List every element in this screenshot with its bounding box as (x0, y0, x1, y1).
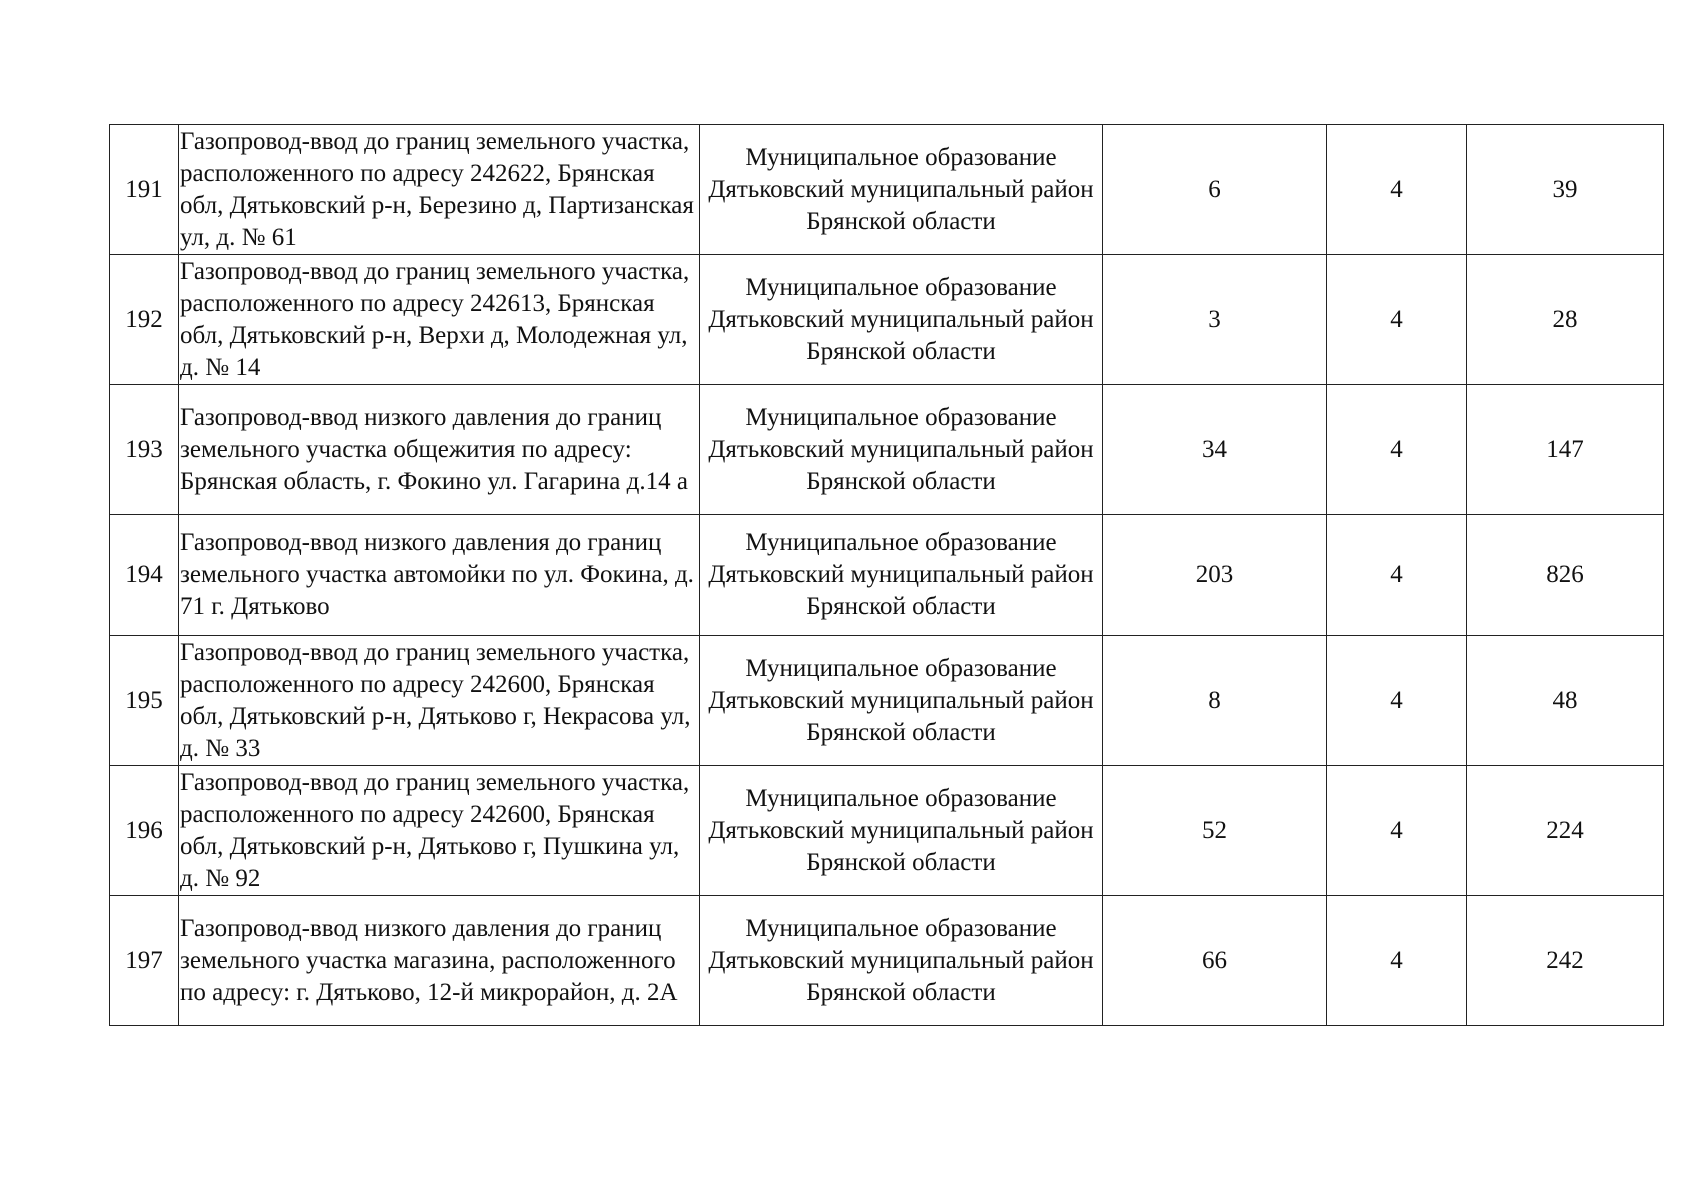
owner-cell (700, 766, 1103, 896)
object-name-text: Газопровод-ввод низкого давления до границ земельного участка магазина, расположенного по адресу: г. Дятьково, 12-й микрорайон, д. 2А (180, 914, 678, 1006)
row-number-cell: 197 (110, 896, 179, 1026)
object-name-cell (179, 766, 700, 896)
object-name-text: Газопровод-ввод до границ земельного участка, расположенного по адресу 242600, Брянская обл, Дятьковский р-н, Дятьково г, Пушкина ул, д. № 92 (180, 768, 690, 892)
value-c-cell: 242 (1467, 896, 1664, 1026)
owner-text: Муниципальное образование Дятьковский муниципальный район Брянской области (708, 914, 1094, 1006)
object-name-cell (179, 385, 700, 515)
value-c-cell: 224 (1467, 766, 1664, 896)
object-name-text: Газопровод-ввод низкого давления до границ земельного участка автомойки по ул. Фокина, д. 71 г. Дятьково (180, 529, 694, 620)
value-c-cell: 147 (1467, 385, 1664, 515)
owner-text: Муниципальное образование Дятьковский муниципальный район Брянской области (708, 529, 1094, 620)
owner-cell (700, 125, 1103, 255)
owner-cell (700, 896, 1103, 1026)
row-number-cell: 195 (110, 636, 179, 766)
value-c-cell: 48 (1467, 636, 1664, 766)
value-c-cell: 39 (1467, 125, 1664, 255)
table-row (110, 636, 1664, 766)
value-b-cell: 4 (1327, 636, 1467, 766)
value-a-cell: 52 (1103, 766, 1327, 896)
value-b-cell: 4 (1327, 766, 1467, 896)
table-body (110, 125, 1664, 1026)
value-b-cell: 4 (1327, 515, 1467, 636)
table-row (110, 515, 1664, 636)
object-name-cell (179, 896, 700, 1026)
owner-cell (700, 636, 1103, 766)
owner-text: Муниципальное образование Дятьковский муниципальный район Брянской области (708, 403, 1094, 495)
value-a-cell: 66 (1103, 896, 1327, 1026)
table-row (110, 766, 1664, 896)
value-a-cell: 8 (1103, 636, 1327, 766)
row-number-cell: 192 (110, 255, 179, 385)
object-name-cell (179, 255, 700, 385)
value-b-cell: 4 (1327, 385, 1467, 515)
row-number-cell: 193 (110, 385, 179, 515)
value-a-cell: 3 (1103, 255, 1327, 385)
value-a-cell: 203 (1103, 515, 1327, 636)
table-row (110, 125, 1664, 255)
object-name-text: Газопровод-ввод до границ земельного участка, расположенного по адресу 242613, Брянская обл, Дятьковский р-н, Верхи д, Молодежная ул, д. № 14 (180, 257, 690, 381)
value-b-cell: 4 (1327, 125, 1467, 255)
owner-text: Муниципальное образование Дятьковский муниципальный район Брянской области (708, 143, 1094, 235)
object-name-cell (179, 636, 700, 766)
owner-text: Муниципальное образование Дятьковский муниципальный район Брянской области (708, 784, 1094, 876)
row-number-cell: 196 (110, 766, 179, 896)
value-c-cell: 28 (1467, 255, 1664, 385)
value-a-cell: 34 (1103, 385, 1327, 515)
owner-text: Муниципальное образование Дятьковский муниципальный район Брянской области (708, 654, 1094, 746)
value-a-cell: 6 (1103, 125, 1327, 255)
owner-cell (700, 385, 1103, 515)
row-number-cell: 194 (110, 515, 179, 636)
table-row (110, 385, 1664, 515)
object-name-cell (179, 125, 700, 255)
row-number-cell: 191 (110, 125, 179, 255)
owner-cell (700, 515, 1103, 636)
table-row (110, 255, 1664, 385)
value-b-cell: 4 (1327, 255, 1467, 385)
gas-pipeline-registry-table (109, 124, 1664, 1026)
object-name-text: Газопровод-ввод низкого давления до границ земельного участка общежития по адресу: Брянская область, г. Фокино ул. Гагарина д.14 а (180, 403, 688, 495)
value-b-cell: 4 (1327, 896, 1467, 1026)
object-name-text: Газопровод-ввод до границ земельного участка, расположенного по адресу 242622, Брянская обл, Дятьковский р-н, Березино д, Партизанская ул, д. № 61 (180, 127, 694, 251)
owner-cell (700, 255, 1103, 385)
table-row (110, 896, 1664, 1026)
object-name-text: Газопровод-ввод до границ земельного участка, расположенного по адресу 242600, Брянская обл, Дятьковский р-н, Дятьково г, Некрасова ул, д. № 33 (180, 638, 691, 762)
owner-text: Муниципальное образование Дятьковский муниципальный район Брянской области (708, 273, 1094, 365)
object-name-cell (179, 515, 700, 636)
value-c-cell: 826 (1467, 515, 1664, 636)
